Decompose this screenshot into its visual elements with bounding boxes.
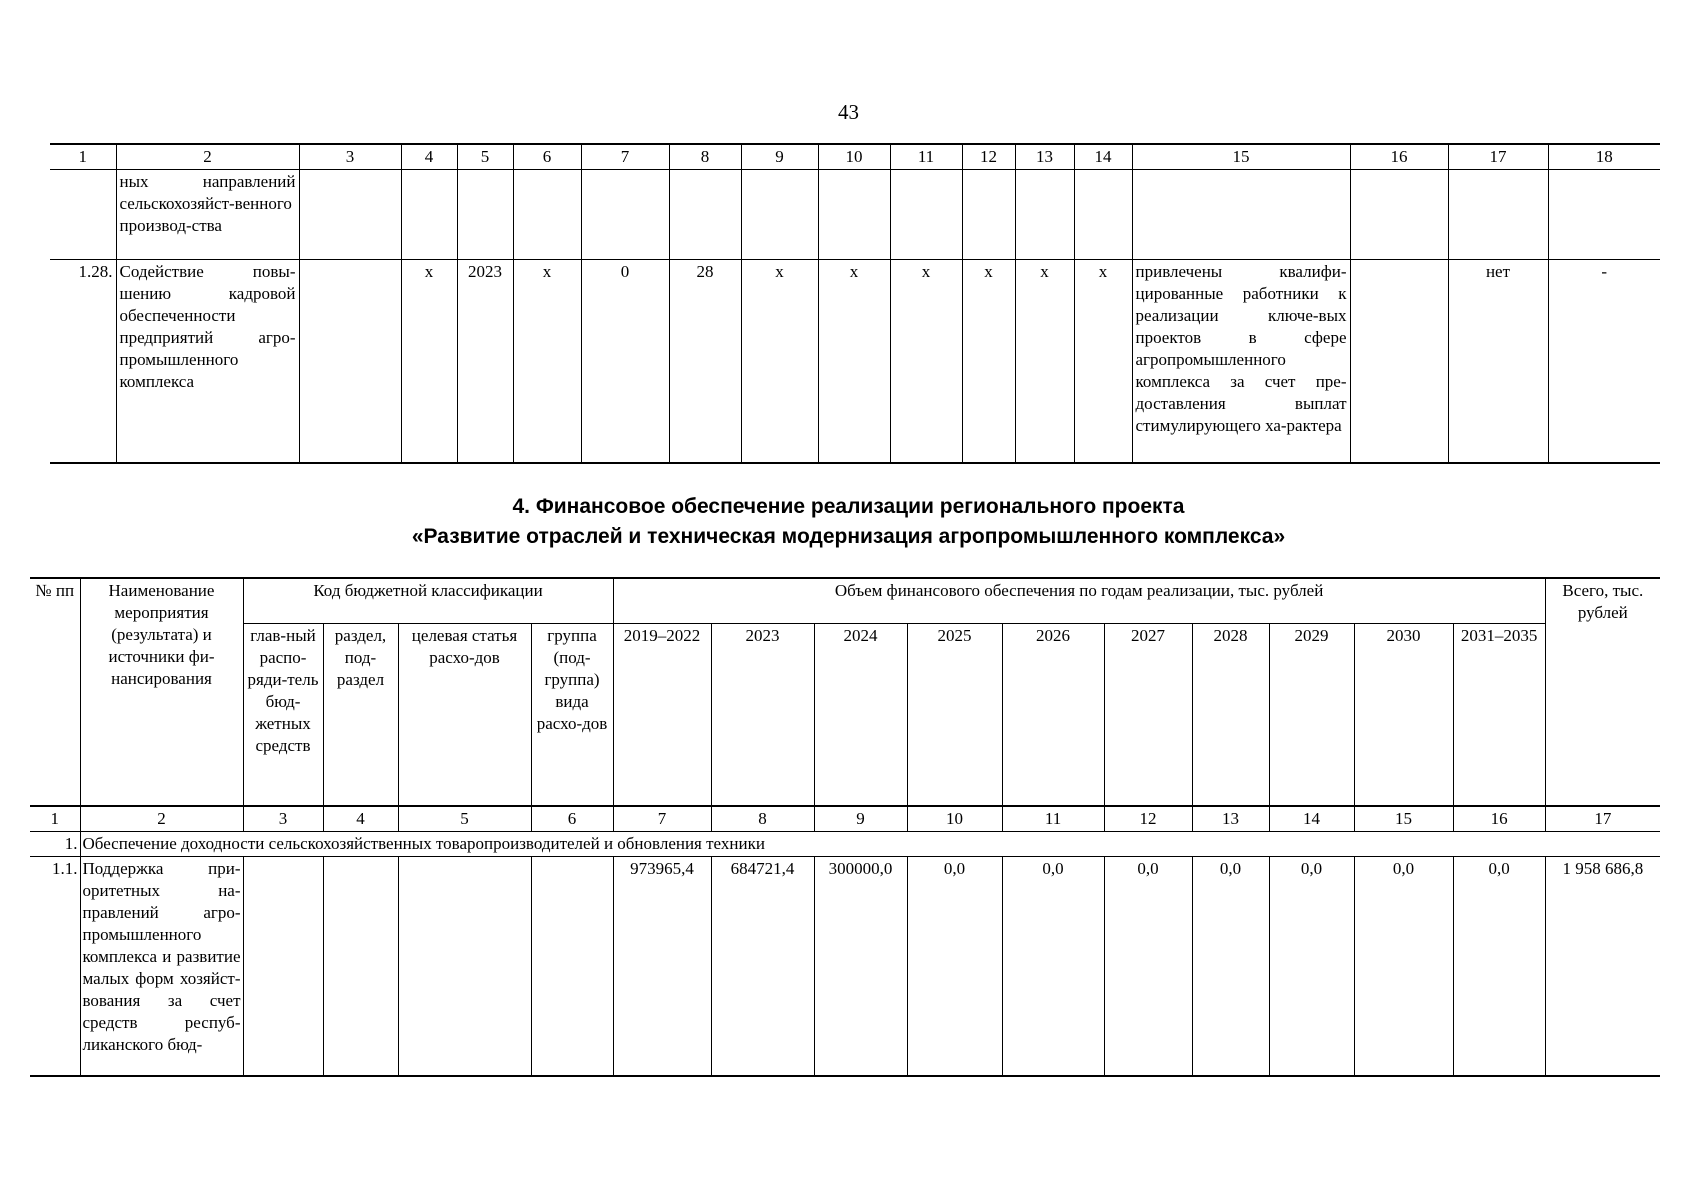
value-cell: 0,0	[1269, 856, 1354, 1076]
header-code-sub: глав-ный распо-ряди-тель бюд-жетных средств	[243, 624, 323, 806]
cell: 28	[669, 260, 741, 463]
col-number: 1	[30, 806, 80, 832]
header-num: № пп	[30, 578, 80, 806]
col-header: 6	[513, 144, 581, 170]
value-cell: 0,0	[1192, 856, 1269, 1076]
section-title-line1: 4. Финансовое обеспечение реализации регионального проекта	[512, 495, 1185, 518]
value-cell: 0,0	[1002, 856, 1104, 1076]
table-row	[50, 260, 1660, 463]
col-header: 5	[457, 144, 513, 170]
header-row	[30, 578, 1660, 624]
cell	[243, 856, 323, 1076]
cell	[323, 856, 398, 1076]
cell-name: ных направлений сельскохозяйст-венного производ-ства	[116, 170, 299, 260]
cell: х	[1074, 260, 1132, 463]
row-number: 1.	[30, 831, 80, 856]
header-code-sub: целевая статья расхо-дов	[398, 624, 531, 806]
cell: х	[890, 260, 962, 463]
col-number: 4	[323, 806, 398, 832]
cell	[890, 170, 962, 260]
cell	[818, 170, 890, 260]
cell: нет	[1448, 260, 1548, 463]
cell: х	[513, 260, 581, 463]
col-header: 4	[401, 144, 457, 170]
value-cell: 973965,4	[613, 856, 711, 1076]
cell	[513, 170, 581, 260]
col-header: 2	[116, 144, 299, 170]
col-header: 12	[962, 144, 1015, 170]
header-subrow	[30, 624, 1660, 806]
header-code-sub: раздел, под-раздел	[323, 624, 398, 806]
cell	[1548, 170, 1660, 260]
row-number: 1.1.	[30, 856, 80, 1076]
col-header: 3	[299, 144, 401, 170]
col-number: 13	[1192, 806, 1269, 832]
col-number: 17	[1545, 806, 1660, 832]
cell	[457, 170, 513, 260]
table-row	[30, 831, 1660, 856]
header-code-sub: группа (под-группа) вида расхо-дов	[531, 624, 613, 806]
col-header: 7	[581, 144, 669, 170]
header-year: 2028	[1192, 624, 1269, 806]
cell	[401, 170, 457, 260]
header-year: 2024	[814, 624, 907, 806]
financing-table	[30, 577, 1660, 1077]
col-header: 10	[818, 144, 890, 170]
cell	[1015, 170, 1074, 260]
page-number: 43	[838, 100, 859, 124]
cell-number: 1.28.	[50, 260, 116, 463]
col-header: 18	[1548, 144, 1660, 170]
column-number-row	[30, 806, 1660, 832]
col-header: 13	[1015, 144, 1074, 170]
header-year: 2029	[1269, 624, 1354, 806]
section-title-line2: «Развитие отраслей и техническая модернизация агропромышленного комплекса»	[411, 525, 1286, 548]
header-year: 2019–2022	[613, 624, 711, 806]
col-number: 5	[398, 806, 531, 832]
row-name: Поддержка при-оритетных на-правлений агро-промышленного комплекса и развитие малых форм хозяйст-вования за счет средств респуб-ликанского бюд-	[80, 856, 243, 1076]
header-year: 2026	[1002, 624, 1104, 806]
cell: 0	[581, 260, 669, 463]
cell	[1132, 170, 1350, 260]
value-cell: 0,0	[907, 856, 1002, 1076]
header-code: Код бюджетной классификации	[243, 578, 613, 624]
value-cell: 0,0	[1453, 856, 1545, 1076]
col-number: 16	[1453, 806, 1545, 832]
continuation-table	[50, 143, 1660, 464]
total-cell: 1 958 686,8	[1545, 856, 1660, 1076]
col-header: 8	[669, 144, 741, 170]
cell	[1074, 170, 1132, 260]
cell: -	[1548, 260, 1660, 463]
cell: х	[1015, 260, 1074, 463]
col-number: 7	[613, 806, 711, 832]
header-year: 2023	[711, 624, 814, 806]
header-year: 2027	[1104, 624, 1192, 806]
col-number: 3	[243, 806, 323, 832]
value-cell: 684721,4	[711, 856, 814, 1076]
col-header: 11	[890, 144, 962, 170]
header-year: 2025	[907, 624, 1002, 806]
col-header: 14	[1074, 144, 1132, 170]
cell	[1448, 170, 1548, 260]
col-number: 6	[531, 806, 613, 832]
table-row	[50, 170, 1660, 260]
col-number: 14	[1269, 806, 1354, 832]
section-title	[0, 492, 1697, 552]
col-number: 8	[711, 806, 814, 832]
cell	[398, 856, 531, 1076]
cell	[299, 170, 401, 260]
cell	[299, 260, 401, 463]
header-total: Всего, тыс. рублей	[1545, 578, 1660, 806]
cell: х	[818, 260, 890, 463]
cell	[741, 170, 818, 260]
col-number: 10	[907, 806, 1002, 832]
cell	[1350, 260, 1448, 463]
cell	[962, 170, 1015, 260]
col-number: 11	[1002, 806, 1104, 832]
col-number: 2	[80, 806, 243, 832]
column-number-row	[50, 144, 1660, 170]
col-number: 12	[1104, 806, 1192, 832]
cell: 2023	[457, 260, 513, 463]
col-header: 1	[50, 144, 116, 170]
col-header: 15	[1132, 144, 1350, 170]
value-cell: 300000,0	[814, 856, 907, 1076]
cell-name: Содействие повы-шению кадровой обеспеченности предприятий агро-промышленного комплекса	[116, 260, 299, 463]
cell-result: привлечены квалифи-цированные работники к реализации ключе-вых проектов в сфере агропромышленного комплекса за счет пре-доставления выплат стимулирующего ха-рактера	[1132, 260, 1350, 463]
cell: х	[741, 260, 818, 463]
col-header: 17	[1448, 144, 1548, 170]
header-year: 2030	[1354, 624, 1453, 806]
col-header: 16	[1350, 144, 1448, 170]
col-header: 9	[741, 144, 818, 170]
cell: х	[962, 260, 1015, 463]
cell	[50, 170, 116, 260]
cell: х	[401, 260, 457, 463]
row-section-title: Обеспечение доходности сельскохозяйственных товаропроизводителей и обновления техники	[80, 831, 1660, 856]
value-cell: 0,0	[1104, 856, 1192, 1076]
value-cell: 0,0	[1354, 856, 1453, 1076]
cell	[531, 856, 613, 1076]
col-number: 9	[814, 806, 907, 832]
header-volume: Объем финансового обеспечения по годам реализации, тыс. рублей	[613, 578, 1545, 624]
table-row	[30, 856, 1660, 1076]
col-number: 15	[1354, 806, 1453, 832]
header-name: Наименование мероприятия (результата) и источники фи-нансирования	[80, 578, 243, 806]
header-year: 2031–2035	[1453, 624, 1545, 806]
cell	[669, 170, 741, 260]
cell	[581, 170, 669, 260]
cell	[1350, 170, 1448, 260]
